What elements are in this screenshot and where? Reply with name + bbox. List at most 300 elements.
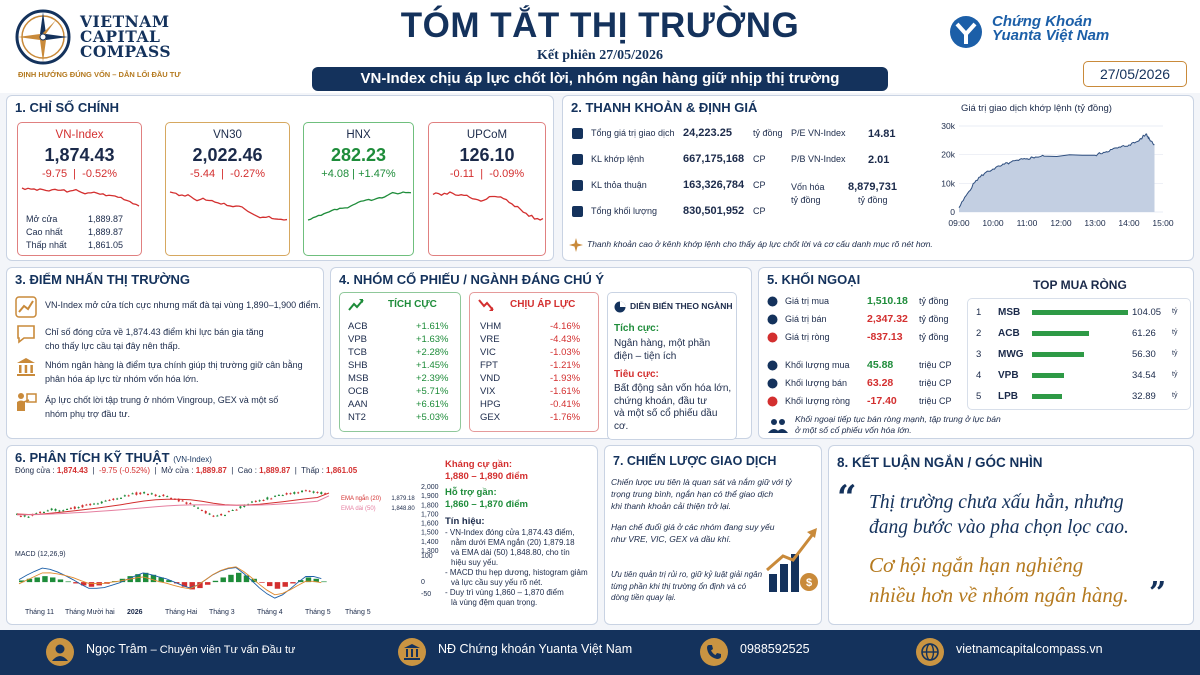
x-tick-label: 15:00 [1152,218,1174,228]
legend-label: EMA ngắn (20) [341,496,382,502]
candle [305,490,307,491]
x-tick-label: Tháng 3 [209,609,235,616]
candle [135,492,137,494]
y-tick-label: 0 [950,207,955,217]
coin-icon [767,378,778,389]
candle [51,509,53,511]
candle [316,492,318,493]
stock-change: +6.61% [416,399,449,410]
rank: 3 [976,349,982,360]
top-buy-bar [1032,331,1089,336]
candle [132,493,134,494]
stock-code: FPT [480,360,498,371]
strategy-paragraph: Hạn chế đuổi giá ở các nhóm đang suy yếu như VRE, VIC, GEX và dầu khí. [611,522,775,544]
macd-bar [236,573,241,582]
sparkle-icon [569,238,583,252]
foreign-label: Giá trị ròng [785,332,830,342]
top-unit: tỷ [1172,308,1178,315]
candle [159,496,161,497]
arrow-up-icon [348,298,364,312]
stock-code: VRE [480,334,500,345]
macd-bar [321,581,326,582]
candle [266,497,268,499]
candle [309,491,311,492]
top-buy-title: TOP MUA RÒNG [1033,278,1127,292]
macd-chart [11,550,451,605]
macd-bar [58,579,63,582]
company-name: NĐ Chứng khoán Yuanta Việt Nam [438,642,633,656]
brand-tagline: ĐỊNH HƯỚNG ĐÚNG VỐN – DẪN LỐI ĐẦU TƯ [18,70,181,79]
top-buy-bar [1032,373,1064,378]
stock-change: -4.43% [550,334,581,345]
foreign-panel [758,267,1194,439]
trend-positive-label: Tích cực: [614,323,660,334]
conclusion-highlight: Cơ hội ngắn hạn nghiêng nhiều hơn về nhóm ngân hàng. [869,553,1129,607]
top-code: ACB [998,328,1020,339]
bank-icon [15,356,37,378]
candle [282,495,284,496]
partner-logo[interactable] [948,12,1158,52]
candle [28,517,30,518]
candle [197,508,199,509]
y-tick-label: 1,600 [421,520,439,528]
panel-title: 2. THANH KHOẢN & ĐỊNH GIÁ [571,100,758,115]
legend-label: EMA dài (50) [341,506,376,512]
index-card-vnindex[interactable] [17,122,142,256]
foreign-label: Giá trị bán [785,314,827,324]
resistance-label: Kháng cự gần: [445,459,513,470]
stock-change: -0.41% [550,399,581,410]
index-value: 2,022.46 [192,145,263,165]
index-value: 1,874.43 [44,145,115,165]
negative-stocks-box [469,292,599,432]
highlight-item: VN-Index mở cửa tích cực nhưng mất đà tại vùng 1,890–1,900 điểm. [45,300,321,310]
support-value: 1,860 – 1,870 điểm [445,499,528,510]
candle [313,491,315,492]
index-value: 126.10 [459,145,515,165]
macd-bar [267,582,272,586]
person-presenting-icon [14,390,38,414]
receipt-icon [571,127,584,140]
x-tick-label: Tháng 5 [345,609,371,616]
handshake-icon [571,179,584,192]
foreign-value: -17.40 [867,395,897,407]
panel-title: 6. PHÂN TÍCH KỸ THUẬT (VN-Index) [15,450,212,465]
stock-change: -1.61% [550,386,581,397]
macd-bar [228,575,233,582]
candle [47,510,49,511]
candle [81,505,83,507]
macd-bar [35,577,40,582]
index-change: -9.75 | -0.52% [41,168,118,180]
stock-change: +1.61% [416,321,449,332]
strategy-paragraph: Ưu tiên quản trị rủi ro, giữ kỷ luật giải ngân từng phần khi thị trường ổn định và có dòng tiền quay lại. [611,570,763,602]
stock-code: ACB [348,321,368,332]
candle [239,506,241,508]
negative-label: CHỊU ÁP LỰC [510,299,576,310]
candle [259,500,261,501]
x-tick-label: Tháng Mười hai [65,609,115,616]
panel-title: 4. NHÓM CỔ PHIẾU / NGÀNH ĐÁNG CHÚ Ý [339,272,605,287]
candle [139,493,141,494]
users-icon [767,418,789,434]
panel-title: 8. KẾT LUẬN NGẮN / GÓC NHÌN [837,455,1043,470]
macd-bar [205,582,210,585]
top-value: 61.26 [1132,328,1156,339]
index-card-hnx[interactable] [303,122,414,256]
y-tick-label: 1,500 [421,529,439,537]
top-unit: tỷ [1172,329,1178,336]
index-change: -5.44 | -0.27% [189,168,266,180]
stock-change: +1.45% [416,360,449,371]
candle [24,515,26,516]
coin-icon [767,360,778,371]
macd-bar [259,582,264,583]
candle [251,502,253,503]
stock-code: OCB [348,386,369,397]
user-icon [46,638,74,666]
candle [112,499,114,500]
candle [162,495,164,496]
top-code: MWG [998,349,1024,360]
candle [286,493,288,494]
index-name: VN30 [213,129,242,141]
index-value: 282.23 [330,145,387,165]
foreign-value: 45.88 [867,359,894,371]
candle [301,491,303,492]
signal-text: - VN-Index đóng cửa 1,874.43 điểm, nằm dưới EMA ngắn (20) 1,879.18 và EMA dài (50) 1,848.80, cho tín hiệu suy yếu. - MACD thu hẹp dương, histogram giảm và lực cầu suy yếu rõ nét. - Duy trì vùng 1,860 – 1,870 điểm là vùng đệm quan trọng. [445,528,588,607]
y-tick-label: 1,700 [421,511,439,519]
y-tick-label: 2,000 [421,484,439,491]
stock-change: +2.28% [416,347,449,358]
index-card-vn30[interactable] [165,122,290,256]
candle [189,503,191,504]
chart-title: Giá trị giao dịch khớp lệnh (tỷ đồng) [961,103,1112,114]
footer [0,630,1200,675]
stock-code: VIX [480,386,496,397]
index-name: UPCoM [466,129,508,141]
stock-code: MSB [348,373,369,384]
stock-change: -4.16% [550,321,581,332]
foreign-value: 2,347.32 [867,313,908,325]
coin-icon [767,296,778,307]
candle [270,498,272,499]
bar-chart-icon [571,153,584,166]
liquidity-value: 830,501,952 [683,205,745,217]
candle [85,505,87,506]
highlight-item: Chỉ số đóng cửa về 1,874.43 điểm khi lực bán gia tăng cho thấy lực cầu tại đây nên thấp. [45,327,264,351]
quote-close-icon: ” [1149,576,1167,611]
strategy-paragraph: Chiến lược ưu tiên là quan sát và nắm giữ với tỷ trọng trung bình, ngắn hạn có thể giao dịch khi thanh khoản cải thiện trở lại. [611,477,792,511]
top-code: VPB [998,370,1019,381]
signal-label: Tín hiệu: [445,516,485,527]
rank: 4 [976,370,982,381]
sparkline-path [22,188,139,206]
candle [97,503,99,504]
pe-row: P/E VN-Index 14.81 [791,128,896,140]
support-label: Hỗ trợ gần: [445,487,497,498]
candle [151,493,153,494]
foreign-label: Khối lượng ròng [785,396,850,406]
foreign-label: Khối lượng mua [785,360,850,370]
candle [209,514,211,515]
macd-bar [42,576,47,582]
foreign-label: Khối lượng bán [785,378,847,388]
candle [278,495,280,496]
foreign-value: 1,510.18 [867,295,908,307]
y-tick-label: 30k [941,121,955,131]
rank: 5 [976,391,982,402]
foreign-unit: tỷ đồng [919,296,949,306]
macd-bar [66,581,71,582]
stock-change: +1.63% [416,334,449,345]
top-value: 34.54 [1132,370,1156,381]
y-tick-label: 1,800 [421,502,439,510]
header [0,0,1200,93]
stock-code: TCB [348,347,367,358]
trend-chart-icon [15,296,37,318]
candle [66,509,68,510]
technical-panel [6,445,598,625]
candle [236,510,238,511]
candle [39,512,41,513]
candle [293,492,295,494]
x-tick-label: Tháng Hai [165,609,198,616]
rank: 1 [976,307,982,318]
liquidity-unit: CP [753,154,766,164]
chat-icon [15,323,37,345]
macd-title: MACD (12,26,9) [15,551,66,558]
pb-row: P/B VN-Index 2.01 [791,154,890,166]
macd-bar [221,577,226,582]
candle [108,500,110,501]
candle [212,516,214,517]
candle [205,511,207,513]
macd-bar [290,582,295,583]
positive-label: TÍCH CỰC [388,299,437,310]
y-tick-label: 1,400 [421,538,439,546]
candle [224,515,226,516]
top-code: MSB [998,307,1021,318]
x-tick-label: 14:00 [1118,218,1140,228]
stock-change: -1.21% [550,360,581,371]
top-value: 56.30 [1132,349,1156,360]
candle [20,516,22,517]
y-tick-label: 0 [421,579,425,587]
stock-code: SHB [348,360,368,371]
candle [297,492,299,493]
candle [216,516,218,517]
sparkline-path [170,192,287,220]
candle [124,495,126,496]
candle [74,507,76,509]
panel-title: 7. CHIẾN LƯỢC GIAO DỊCH [613,454,777,468]
x-tick-label: Tháng 11 [25,609,55,616]
indices-panel [6,95,554,261]
index-change: -0.11 | -0.09% [449,168,525,180]
highlights-panel [6,267,324,439]
sector-trend-box [607,292,737,440]
liquidity-panel [562,95,1194,261]
yuanta-logo-icon [948,14,984,50]
highlight-item: Nhóm ngân hàng là điểm tựa chính giúp thị trường giữ cân bằng phân hóa áp lực từ nhóm vốn hóa lớn. [45,360,303,384]
index-sparkline [19,183,142,209]
coin-icon [767,314,778,325]
area-fill [959,134,1155,212]
stock-change: -1.93% [550,373,581,384]
candle [89,504,91,505]
x-tick-label: Tháng 4 [257,609,283,616]
candle [232,510,234,511]
foreign-unit: triệu CP [919,360,952,370]
index-sparkline [305,187,414,223]
top-buy-bar [1032,352,1084,357]
index-name: HNX [346,129,371,141]
macd-bar [283,582,288,587]
x-tick-label: 09:00 [948,218,970,228]
phone-link[interactable]: 0988592525 [740,642,810,656]
sparkline-path [433,192,543,220]
trend-negative-text: Bất động sản vốn hóa lớn, chứng khoán, đầu tư và một số cổ phiếu dầu cơ. [614,383,732,432]
macd-bar [213,581,218,582]
candle [289,493,291,494]
y-tick-label: -50 [421,591,432,598]
candle [220,514,222,515]
candle [147,494,149,495]
top-buy-table [967,298,1191,410]
candle [120,498,122,499]
liquidity-unit: CP [753,180,766,190]
stock-change: +5.03% [416,412,449,423]
stock-change: +2.39% [416,373,449,384]
foreign-note: Khối ngoại tiếp tục bán ròng mạnh, tập trung ở lực bán ở một số cổ phiếu vốn hóa lớn. [795,414,1001,435]
top-value: 104.05 [1132,307,1162,318]
liquidity-note: Thanh khoản cao ở kênh khớp lệnh cho thấy áp lực chốt lời và cơ cấu danh mục rõ nét hơn. [587,239,933,249]
quote-open-icon: “ [837,478,857,518]
ohlc-bar: Đóng cửa : 1,874.43 | -9.75 (-0.52%) | Mở cửa : 1,889.87 | Cao : 1,889.87 | Thấp : 1,861.05 [15,466,358,475]
trend-negative-label: Tiêu cực: [614,369,659,380]
macd-bar [275,582,280,589]
foreign-unit: triệu CP [919,378,952,388]
top-buy-bar [1032,310,1128,315]
liquidity-label: KL thỏa thuận [591,180,647,190]
advisor-name: Ngọc Trâm – Chuyên viên Tư vấn Đầu tư [86,642,296,656]
x-tick-label: 11:00 [1016,218,1038,228]
candle [43,512,45,513]
x-tick-label: 13:00 [1084,218,1106,228]
stock-code: AAN [348,399,368,410]
stock-code: GEX [480,412,501,423]
y-tick-label: 20k [941,149,955,160]
panel-title: 5. KHỐI NGOẠI [767,272,861,287]
foreign-unit: tỷ đồng [919,314,949,324]
candle [101,502,103,504]
phone-icon [700,638,728,666]
candle [70,508,72,509]
stock-code: NT2 [348,412,366,423]
high-row: Cao nhất 1,889.87 [26,227,124,237]
candle [55,509,57,511]
index-name: VN-Index [55,129,104,141]
candle [78,507,80,508]
conclusion-text: Thị trường chưa xấu hẳn, nhưng đang bước vào pha chọn lọc cao. [869,492,1129,538]
macd-bar [89,582,94,587]
open-row: Mở cửa 1,889.87 [26,214,124,224]
liquidity-label: Tổng khối lượng [591,206,657,216]
y-tick-label: 1,900 [421,493,439,501]
candle [128,495,130,496]
foreign-unit: tỷ đồng [919,332,949,342]
index-change: +4.08 | +1.47% [321,168,396,180]
x-tick-label: 2026 [127,609,143,616]
liquidity-label: KL khớp lệnh [591,154,645,164]
liquidity-value: 163,326,784 [683,179,745,191]
sparkline-path [308,192,411,220]
legend-value: 1,879.18 [391,496,415,502]
candle [93,504,95,505]
growth-chart-icon [765,526,821,596]
svg-text:$: $ [805,577,813,589]
candle [201,510,203,511]
report-date: 27/05/2026 [1083,61,1187,87]
top-unit: tỷ [1172,371,1178,378]
stock-code: VIC [480,347,496,358]
resistance-value: 1,880 – 1,890 điểm [445,471,528,482]
candle [263,500,265,501]
page-title: TÓM TẮT THỊ TRƯỜNG [400,6,800,45]
y-tick-label: 100 [421,553,433,560]
globe-icon [916,638,944,666]
foreign-label: Giá trị mua [785,296,830,306]
top-unit: tỷ [1172,350,1178,357]
pie-chart-icon [614,301,626,313]
liquidity-value: 667,175,168 [683,153,745,165]
partner-name: Chứng Khoán Yuanta Việt Nam [992,13,1110,44]
index-card-upcom[interactable] [428,122,546,256]
stock-change: +5.71% [416,386,449,397]
liquidity-unit: CP [753,206,766,216]
candle [62,510,64,511]
liquidity-unit: tỷ đồng [753,128,783,138]
stock-code: VND [480,373,501,384]
y-tick-label: 1,300 [421,548,439,555]
top-value: 32.89 [1132,391,1156,402]
low-row: Thấp nhất 1,861.05 [26,240,124,250]
foreign-value: 63.28 [867,377,894,389]
positive-stocks-box [339,292,461,432]
stock-code: VPB [348,334,368,345]
highlight-item: Áp lực chốt lời tập trung ở nhóm Vingroup, GEX và một số nhóm phụ trợ đầu tư. [45,395,279,419]
session-date: Kết phiên 27/05/2026 [536,48,663,63]
conclusion-panel [828,445,1194,625]
stock-change: -1.76% [550,412,581,423]
candle [320,492,322,494]
top-unit: tỷ [1172,392,1178,399]
candle [166,496,168,497]
website-link[interactable]: vietnamcapitalcompass.vn [956,642,1103,656]
trend-title: DIỄN BIẾN THEO NGÀNH [630,301,733,311]
headline-banner: VN-Index chịu áp lực chốt lời, nhóm ngân hàng giữ nhịp thị trường [312,67,888,91]
candle [58,511,60,512]
panel-title: 1. CHỈ SỐ CHÍNH [15,100,120,115]
bank-icon [571,205,584,218]
stock-change: -1.03% [550,347,581,358]
index-sparkline [167,187,290,223]
building-icon [398,638,426,666]
foreign-value: -837.13 [867,331,903,343]
liquidity-value: 24,223.25 [683,127,732,139]
stock-code: VHM [480,321,502,332]
